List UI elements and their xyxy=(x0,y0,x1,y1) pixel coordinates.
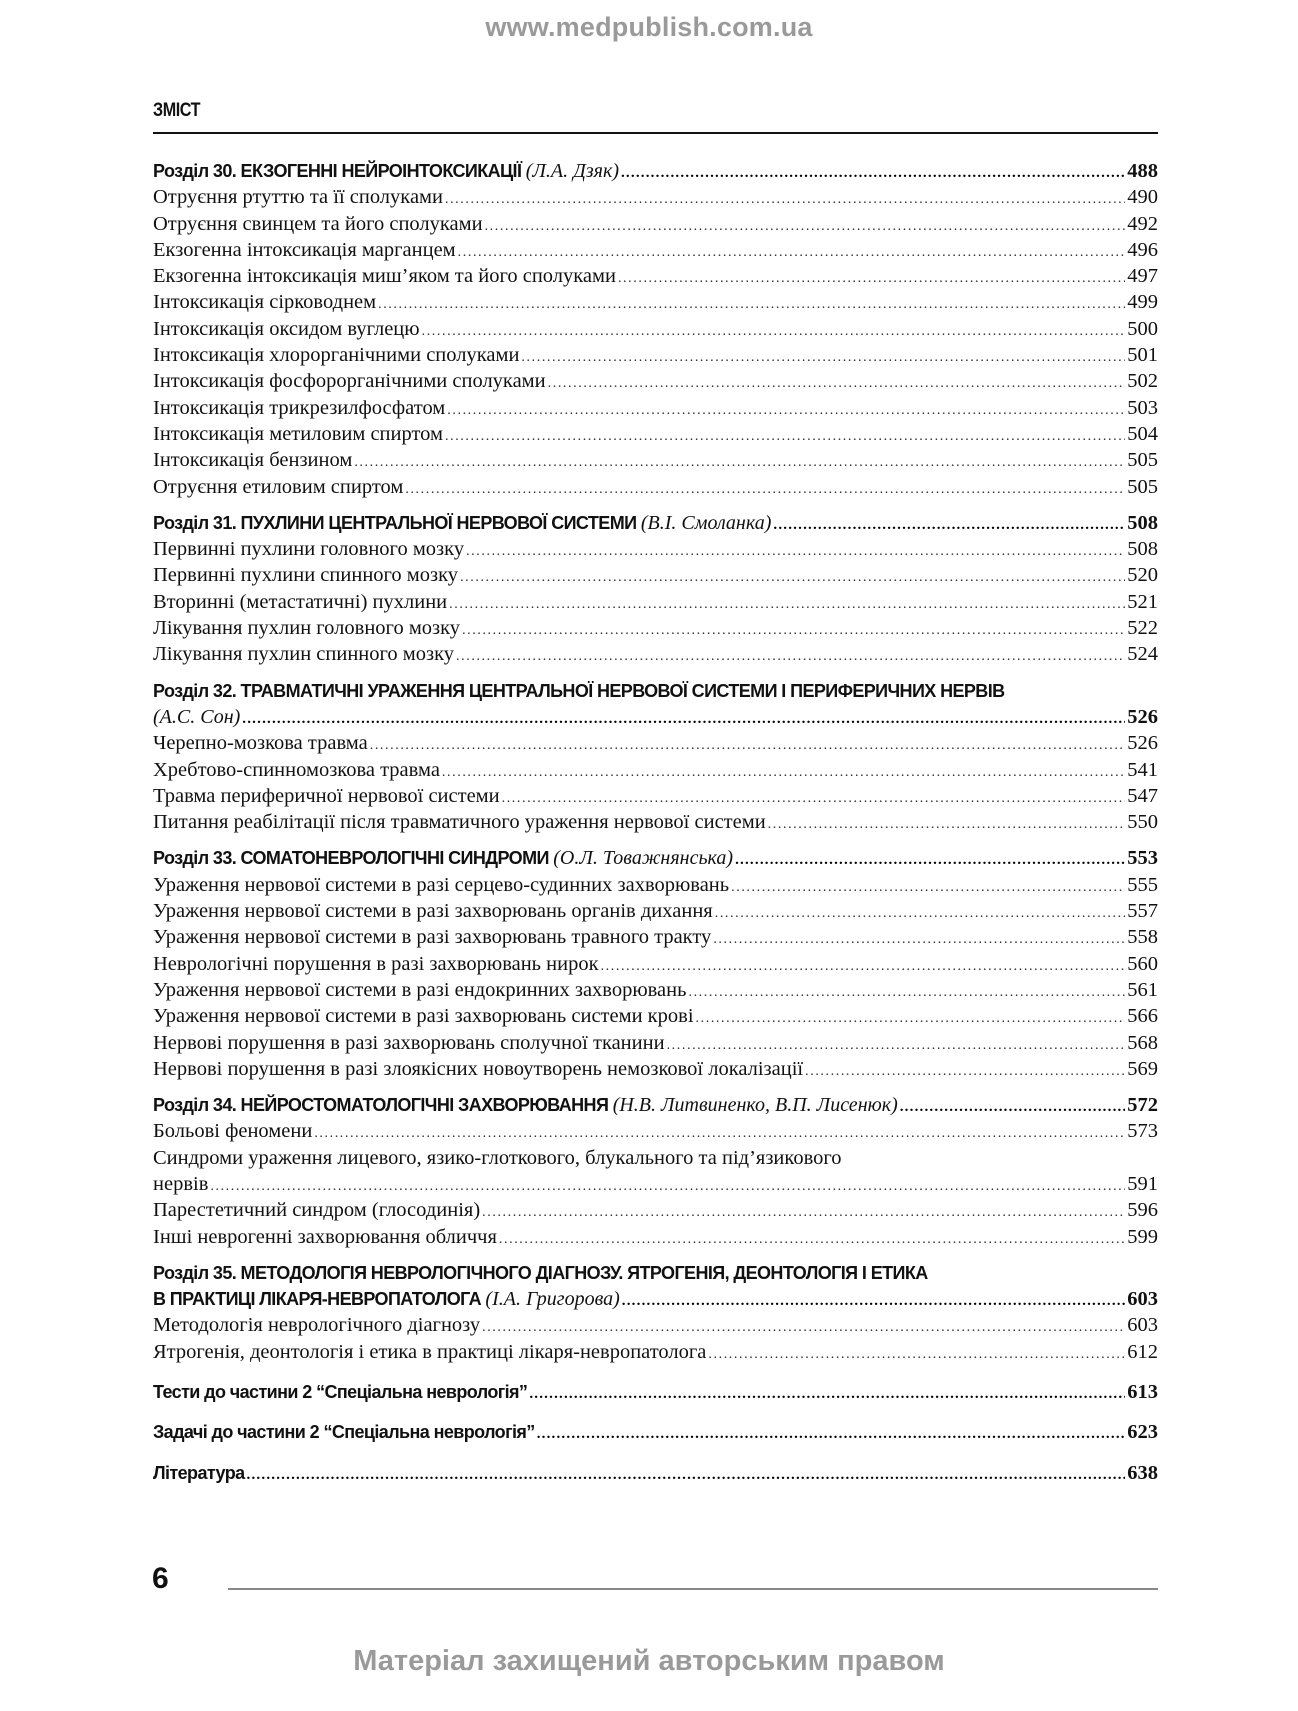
toc-entry[interactable] xyxy=(153,977,1158,1003)
entry-title-text: В ПРАКТИЦІ ЛІКАРЯ-НЕВРОПАТОЛОГА xyxy=(153,1289,481,1310)
entry-title-text: Ураження нервової системи в разі захворювань травного тракту xyxy=(153,926,712,949)
toc-page-number: 566 xyxy=(1127,1005,1158,1028)
toc-entry-title xyxy=(153,510,771,536)
entry-title-text: Інтоксикація оксидом вуглецю xyxy=(153,317,420,340)
toc-entry-title xyxy=(153,1460,245,1486)
toc-entry[interactable] xyxy=(153,263,1158,289)
toc-page-number: 561 xyxy=(1127,978,1158,1001)
toc-chapter-entry[interactable] xyxy=(153,704,1158,730)
entry-title-text: Ураження нервової системи в разі захворювань системи крові xyxy=(153,1005,694,1028)
toc-entry-title xyxy=(153,1145,842,1171)
entry-title-text: Больові феномени xyxy=(153,1120,313,1143)
toc-entry[interactable] xyxy=(153,316,1158,342)
chapter-author: (Н.В. Литвиненко, В.П. Лисенюк) xyxy=(612,1094,898,1117)
dot-leader xyxy=(708,1342,1125,1368)
header-rule xyxy=(153,132,1158,134)
toc-entry-title xyxy=(153,809,766,835)
toc-page-number: 557 xyxy=(1127,900,1158,923)
watermark-url: www.medpublish.com.ua xyxy=(485,12,813,42)
toc-page-number: 613 xyxy=(1127,1381,1158,1404)
chapter-author: (В.І. Смоланка) xyxy=(640,511,772,534)
toc-page-number: 572 xyxy=(1127,1094,1158,1117)
entry-title-text: Отруєння етиловим спиртом xyxy=(153,475,404,498)
toc-entry[interactable] xyxy=(153,872,1158,898)
dot-leader xyxy=(731,875,1125,901)
dot-leader xyxy=(548,371,1126,397)
toc-page-number: 503 xyxy=(1127,396,1158,419)
toc-entry-title xyxy=(153,783,500,809)
toc-chapter-entry[interactable] xyxy=(153,510,1158,536)
toc-entry-title xyxy=(153,395,445,421)
toc-entry-title xyxy=(153,1379,527,1405)
toc-entry-title xyxy=(153,316,420,342)
toc-entry[interactable] xyxy=(153,1339,1158,1365)
entry-title-text: Хребтово-спинномозкова травма xyxy=(153,758,440,781)
toc-chapter-entry[interactable] xyxy=(153,1460,1158,1486)
chapter-author: (Л.А. Дзяк) xyxy=(525,160,619,182)
entry-title-text: Екзогенна інтоксикація марганцем xyxy=(153,238,456,261)
toc-entry-title xyxy=(153,924,711,950)
entry-title-text: Розділ 33. СОМАТОНЕВРОЛОГІЧНІ СИНДРОМИ xyxy=(153,848,549,869)
entry-title-text: Розділ 32. ТРАВМАТИЧНІ УРАЖЕННЯ ЦЕНТРАЛЬНОЇ НЕРВОВОЇ СИСТЕМИ І ПЕРИФЕРИЧНИХ НЕРВІВ xyxy=(153,680,1005,701)
toc-page-number: 508 xyxy=(1127,511,1158,534)
dot-leader xyxy=(462,618,1125,644)
entry-title-text: Отруєння ртуттю та її сполуками xyxy=(153,186,443,209)
dot-leader xyxy=(621,160,1125,186)
entry-title-text: Вторинні (метастатичні) пухлини xyxy=(153,590,448,613)
entry-title-text: Література xyxy=(153,1462,245,1483)
entry-title-text: Розділ 34. НЕЙРОСТОМАТОЛОГІЧНІ ЗАХВОРЮВАННЯ xyxy=(153,1095,609,1116)
toc-entry-title xyxy=(153,615,460,641)
toc-entry[interactable] xyxy=(153,237,1158,263)
toc-entry-title xyxy=(153,562,458,588)
toc-chapter-entry[interactable] xyxy=(153,158,1158,184)
toc-entry-title xyxy=(153,342,519,368)
toc-entry[interactable] xyxy=(153,1171,1158,1197)
dot-leader xyxy=(715,901,1126,927)
chapter-author: (І.А. Григорова) xyxy=(485,1288,620,1311)
toc-entry-title xyxy=(153,641,454,667)
toc-page-number: 526 xyxy=(1127,732,1158,755)
entry-title-text: Розділ 30. ЕКЗОГЕННІ НЕЙРОІНТОКСИКАЦІЇ xyxy=(153,161,522,181)
toc-chapter-entry[interactable] xyxy=(153,845,1158,871)
toc-page-number: 560 xyxy=(1127,952,1158,975)
toc-entry-title xyxy=(153,474,403,500)
toc-entry[interactable] xyxy=(153,898,1158,924)
dot-leader xyxy=(537,1421,1126,1447)
dot-leader xyxy=(445,424,1125,450)
toc-entry-title xyxy=(153,872,729,898)
toc-page-number: 623 xyxy=(1127,1421,1158,1444)
toc-page-number: 505 xyxy=(1127,475,1158,498)
dot-leader xyxy=(370,733,1126,759)
toc-entry-title xyxy=(153,730,368,756)
dot-leader xyxy=(618,266,1125,292)
toc-page-number: 541 xyxy=(1127,758,1158,781)
entry-title-text: Первинні пухлини спинного мозку xyxy=(153,564,459,587)
toc-entry-title xyxy=(153,1056,803,1082)
dot-leader xyxy=(456,644,1125,670)
toc-entry-title xyxy=(153,447,352,473)
toc-entry-title xyxy=(153,158,619,184)
toc-page-number: 522 xyxy=(1127,617,1158,640)
entry-title-text: Питання реабілітації після травматичного ураження нервової системи xyxy=(153,811,766,834)
toc-page-number: 504 xyxy=(1127,422,1158,445)
toc-page-number: 547 xyxy=(1127,784,1158,807)
toc-entry-title xyxy=(153,1419,535,1445)
table-of-contents xyxy=(153,158,1158,1486)
entry-title-text: Задачі до частини 2 “Спеціальна неврологія” xyxy=(153,1422,535,1443)
toc-entry[interactable] xyxy=(153,589,1158,615)
dot-leader xyxy=(688,980,1125,1006)
toc-page-number: 492 xyxy=(1127,212,1158,235)
dot-leader xyxy=(485,214,1126,240)
entry-title-text: Інтоксикація сірководнем xyxy=(153,291,377,314)
toc-entry-title xyxy=(153,1003,694,1029)
toc-entry[interactable] xyxy=(153,421,1158,447)
dot-leader xyxy=(622,1288,1125,1314)
dot-leader xyxy=(499,1227,1125,1253)
entry-title-text: Лікування пухлин головного мозку xyxy=(153,617,461,640)
entry-title-text: Екзогенна інтоксикація миш’яком та його сполуками xyxy=(153,265,616,288)
entry-title-text: Інтоксикація фосфорорганічними сполуками xyxy=(153,370,546,393)
entry-title-text: Інтоксикація метиловим спиртом xyxy=(153,422,443,445)
toc-entry-title xyxy=(153,421,443,447)
dot-leader xyxy=(713,927,1125,953)
toc-entry[interactable] xyxy=(153,474,1158,500)
toc-entry[interactable] xyxy=(153,615,1158,641)
dot-leader xyxy=(445,187,1125,213)
dot-leader xyxy=(696,1006,1126,1032)
entry-title-text: Розділ 35. МЕТОДОЛОГІЯ НЕВРОЛОГІЧНОГО ДІАГНОЗУ. ЯТРОГЕНІЯ, ДЕОНТОЛОГІЯ І ЕТИКА xyxy=(153,1262,928,1283)
toc-entry-title xyxy=(153,289,376,315)
toc-entry[interactable] xyxy=(153,211,1158,237)
dot-leader xyxy=(805,1059,1125,1085)
toc-entry[interactable] xyxy=(153,809,1158,835)
dot-leader xyxy=(735,847,1125,873)
toc-page-number: 488 xyxy=(1127,160,1158,182)
page-number: 6 xyxy=(152,1562,169,1595)
toc-entry-title xyxy=(153,263,616,289)
toc-entry[interactable] xyxy=(153,1145,1158,1171)
toc-page-number: 505 xyxy=(1127,449,1158,472)
toc-chapter-entry[interactable] xyxy=(153,1286,1158,1312)
toc-entry[interactable] xyxy=(153,395,1158,421)
toc-chapter-entry[interactable] xyxy=(153,1092,1158,1118)
toc-entry[interactable] xyxy=(153,1003,1158,1029)
toc-entry-title xyxy=(153,977,686,1003)
toc-chapter-entry[interactable] xyxy=(153,1260,1158,1286)
toc-entry-title xyxy=(153,1339,706,1365)
toc-page-number: 569 xyxy=(1127,1057,1158,1080)
toc-page-number: 591 xyxy=(1127,1172,1158,1195)
toc-entry-title xyxy=(153,1030,665,1056)
dot-leader xyxy=(466,539,1125,565)
dot-leader xyxy=(422,319,1126,345)
running-head: ЗМІСТ xyxy=(153,100,201,121)
entry-title-text: Первинні пухлини головного мозку xyxy=(153,538,465,561)
toc-page-number: 603 xyxy=(1127,1288,1158,1311)
toc-entry[interactable] xyxy=(153,184,1158,210)
toc-entry-title xyxy=(153,678,1005,704)
dot-leader xyxy=(460,565,1125,591)
footer-rule xyxy=(228,1588,1158,1590)
toc-entry[interactable] xyxy=(153,1056,1158,1082)
toc-entry-title xyxy=(153,368,546,394)
toc-page-number: 490 xyxy=(1127,186,1158,209)
toc-entry-title xyxy=(153,757,440,783)
entry-title-text: Розділ 31. ПУХЛИНИ ЦЕНТРАЛЬНОЇ НЕРВОВОЇ СИСТЕМИ xyxy=(153,512,637,533)
dot-leader xyxy=(521,345,1125,371)
toc-chapter-entry[interactable] xyxy=(153,1379,1158,1405)
toc-entry[interactable] xyxy=(153,342,1158,368)
dot-leader xyxy=(447,398,1125,424)
dot-leader xyxy=(442,760,1125,786)
toc-entry[interactable] xyxy=(153,951,1158,977)
toc-entry[interactable] xyxy=(153,1224,1158,1250)
toc-page-number: 638 xyxy=(1127,1461,1158,1484)
toc-entry-title xyxy=(153,237,456,263)
dot-leader xyxy=(449,592,1125,618)
toc-page-number: 499 xyxy=(1127,291,1158,314)
entry-title-text: Інтоксикація бензином xyxy=(153,449,353,472)
toc-entry[interactable] xyxy=(153,1118,1158,1144)
toc-entry-title xyxy=(153,184,443,210)
toc-entry-title xyxy=(153,536,464,562)
toc-entry[interactable] xyxy=(153,757,1158,783)
entry-title-text: Ураження нервової системи в разі серцево-судинних захворювань xyxy=(153,873,730,896)
dot-leader xyxy=(405,477,1125,503)
toc-page-number: 573 xyxy=(1127,1120,1158,1143)
toc-entry[interactable] xyxy=(153,1030,1158,1056)
copyright-watermark: Матеріал захищений авторським правом xyxy=(353,1645,945,1677)
toc-entry-title xyxy=(153,1286,620,1312)
entry-title-text: нервів xyxy=(153,1172,209,1195)
toc-entry-title xyxy=(153,1312,480,1338)
entry-title-text: Інтоксикація трикрезилфосфатом xyxy=(153,396,446,419)
toc-page-number: 502 xyxy=(1127,370,1158,393)
dot-leader xyxy=(900,1094,1126,1120)
entry-title-text: Черепно-мозкова травма xyxy=(153,732,368,755)
toc-page-number: 596 xyxy=(1127,1199,1158,1222)
toc-entry[interactable] xyxy=(153,730,1158,756)
toc-page-number: 553 xyxy=(1127,847,1158,870)
toc-entry[interactable] xyxy=(153,447,1158,473)
entry-title-text: Нервові порушення в разі захворювань сполучної тканини xyxy=(153,1031,665,1054)
toc-entry[interactable] xyxy=(153,562,1158,588)
toc-entry[interactable] xyxy=(153,924,1158,950)
entry-title-text: Ураження нервової системи в разі ендокринних захворювань xyxy=(153,978,687,1001)
entry-title-text: Нервові порушення в разі злоякісних новоутворень немозкової локалізації xyxy=(153,1057,804,1080)
toc-entry-title xyxy=(153,1260,928,1286)
dot-leader xyxy=(247,1462,1126,1488)
entry-title-text: Парестетичний синдром (глосодинія) xyxy=(153,1199,481,1222)
toc-entry[interactable] xyxy=(153,368,1158,394)
toc-page-number: 521 xyxy=(1127,590,1158,613)
toc-page-number: 526 xyxy=(1127,705,1158,728)
toc-page-number: 524 xyxy=(1127,643,1158,666)
entry-title-text: Неврологічні порушення в разі захворювань нирок xyxy=(153,952,599,975)
toc-chapter-entry[interactable] xyxy=(153,678,1158,704)
dot-leader xyxy=(768,812,1126,838)
toc-entry-title xyxy=(153,1171,208,1197)
chapter-author: (А.С. Сон) xyxy=(153,705,241,728)
entry-title-text: Лікування пухлин спинного мозку xyxy=(153,643,455,666)
toc-entry[interactable] xyxy=(153,641,1158,667)
toc-entry-title xyxy=(153,898,713,924)
toc-page-number: 497 xyxy=(1127,265,1158,288)
entry-title-text: Методологія неврологічного діагнозу xyxy=(153,1314,481,1337)
toc-page-number: 520 xyxy=(1127,564,1158,587)
toc-page-number: 599 xyxy=(1127,1225,1158,1248)
toc-entry[interactable] xyxy=(153,536,1158,562)
toc-entry-title xyxy=(153,1092,898,1118)
toc-page-number: 496 xyxy=(1127,238,1158,261)
dot-leader xyxy=(529,1381,1125,1407)
entry-title-text: Тести до частини 2 “Спеціальна неврологія” xyxy=(153,1382,528,1403)
toc-entry-title xyxy=(153,1197,480,1223)
toc-chapter-entry[interactable] xyxy=(153,1419,1158,1445)
toc-page-number: 612 xyxy=(1127,1340,1158,1363)
dot-leader xyxy=(242,706,1125,732)
toc-entry[interactable] xyxy=(153,289,1158,315)
toc-page-number: 550 xyxy=(1127,811,1158,834)
toc-page-number: 603 xyxy=(1127,1314,1158,1337)
toc-entry-title xyxy=(153,704,240,730)
dot-leader xyxy=(482,1200,1125,1226)
toc-page-number: 501 xyxy=(1127,344,1158,367)
entry-title-text: Інтоксикація хлорорганічними сполуками xyxy=(153,344,520,367)
dot-leader xyxy=(378,292,1125,318)
chapter-author: (О.Л. Товажнянська) xyxy=(553,847,734,870)
entry-title-text: Травма периферичної нервової системи xyxy=(153,784,500,807)
toc-entry-title xyxy=(153,951,599,977)
toc-entry-title xyxy=(153,589,447,615)
entry-title-text: Інші неврогенні захворювання обличчя xyxy=(153,1225,497,1248)
toc-entry-title xyxy=(153,1224,497,1250)
toc-entry[interactable] xyxy=(153,1312,1158,1338)
toc-page-number: 568 xyxy=(1127,1031,1158,1054)
entry-title-text: Синдроми ураження лицевого, язико-глоткового, блукального та під’язикового xyxy=(153,1146,842,1169)
toc-page-number: 508 xyxy=(1127,538,1158,561)
entry-title-text: Ураження нервової системи в разі захворювань органів дихання xyxy=(153,900,713,923)
toc-entry-title xyxy=(153,1118,312,1144)
toc-entry[interactable] xyxy=(153,1197,1158,1223)
toc-entry-title xyxy=(153,845,733,871)
entry-title-text: Отруєння свинцем та його сполуками xyxy=(153,212,483,235)
toc-page-number: 500 xyxy=(1127,317,1158,340)
toc-entry[interactable] xyxy=(153,783,1158,809)
dot-leader xyxy=(354,450,1125,476)
toc-entry-title xyxy=(153,211,483,237)
toc-page-number: 555 xyxy=(1127,873,1158,896)
entry-title-text: Ятрогенія, деонтологія і етика в практиці лікаря-невропатолога xyxy=(153,1340,707,1363)
dot-leader xyxy=(773,512,1125,538)
toc-page-number: 558 xyxy=(1127,926,1158,949)
